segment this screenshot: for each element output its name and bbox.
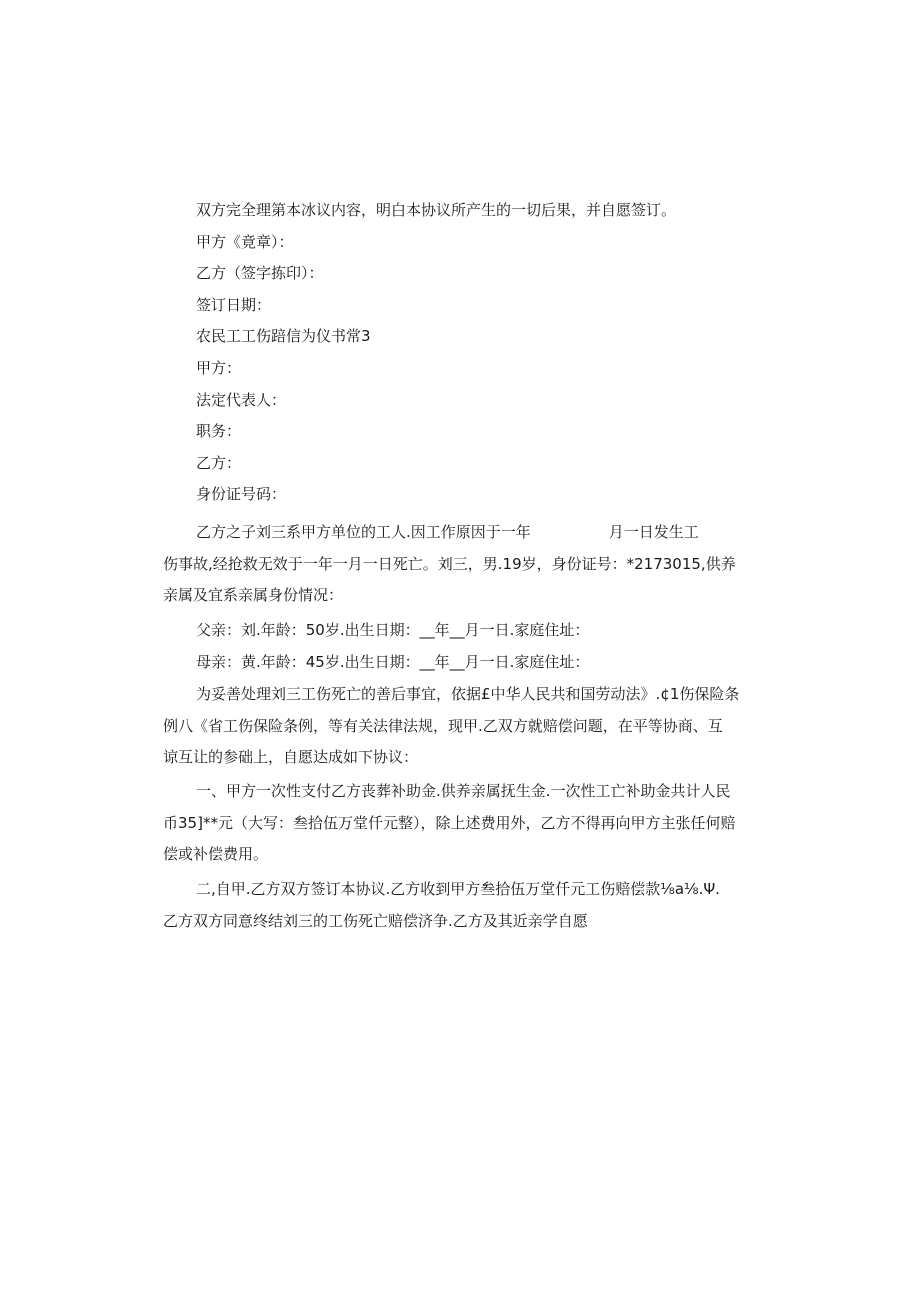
- incident-text-d: 亲属及宜系亲属身份情况：: [163, 586, 344, 605]
- signature-section: [163, 195, 783, 511]
- id-number-line: 身份证号码：: [196, 485, 287, 504]
- mother-info: 母亲：黄.年龄：45岁.出生日期：__年__月一日.家庭住址：: [196, 652, 590, 671]
- clause-one: [163, 776, 783, 871]
- relatives-section: [163, 615, 783, 678]
- signing-date-line: 签订日期：: [196, 295, 272, 314]
- incident-text-a: 乙方之子刘三系甲方单位的工人.因工作原因于一年: [196, 523, 531, 541]
- party-b-signature-line: 乙方（签字拣印）：: [196, 264, 324, 283]
- clause-two-text-a: 二,自甲.乙方双方签订本协议.乙方收到甲方叁拾伍万堂仟元工伤赔偿款⅛a⅛.Ψ.: [196, 880, 720, 898]
- clause-one-text-a: 一、甲方一次性支付乙方丧葬补助金.供养亲属抚生金.一次性工亡补助金共计人民: [196, 782, 731, 800]
- father-info: 父亲：刘.年龄：50岁.出生日期：__年__月一日.家庭住址：: [196, 621, 590, 639]
- incident-text-c: 伤事故,经抢救无效于一年一月一日死亡。刘三，男.19岁，身份证号：*2173015,供养: [163, 554, 736, 573]
- position-line: 职务：: [196, 422, 242, 441]
- basis-text-a: 为妥善处理刘三工伤死亡的善后事宜，依据£中华人民共和国劳动法》.¢1伤保险条: [196, 685, 740, 703]
- incident-text-b: 月一日发生工: [608, 523, 699, 541]
- basis-text-c: 谅互让的参础上，自愿达成如下协议：: [163, 748, 419, 767]
- clause-two: [163, 874, 783, 937]
- confirmation-paragraph: 双方完全理第本冰议内容，明白本协议所产生的一切后果，并自愿签订。: [196, 201, 677, 219]
- legal-representative-line: 法定代表人：: [196, 390, 287, 409]
- basis-paragraph: [163, 679, 783, 774]
- party-a-seal-line: 甲方《竟章）：: [196, 232, 294, 251]
- document-title: 农民工工伤踣信为仪书常3: [196, 327, 371, 346]
- party-a-line: 甲方：: [196, 358, 242, 377]
- clause-one-text-b: 币35]**元（大写：叁拾伍万堂仟元整），除上述费用外，乙方不得再向甲方主张任何赔: [163, 813, 736, 832]
- clause-two-text-b: 乙方双方同意终结刘三的工伤死亡赔偿济争.乙方及其近亲学自愿: [163, 911, 588, 930]
- incident-paragraph: [163, 517, 783, 612]
- party-b-line: 乙方：: [196, 453, 242, 472]
- clause-one-text-c: 偿或补偿费用。: [163, 845, 269, 864]
- basis-text-b: 例八《省工伤保险条例，等有关法律法规，现甲.乙双方就赔偿问题，在平等协商、互: [163, 716, 723, 735]
